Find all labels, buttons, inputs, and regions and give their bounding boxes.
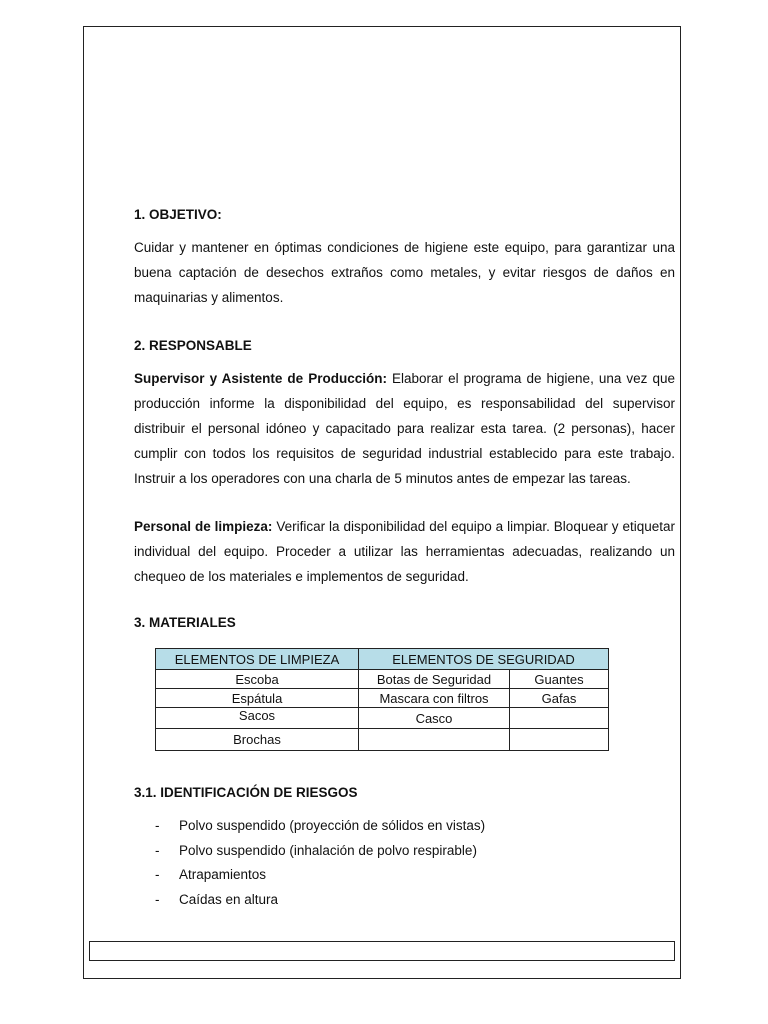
header-limpieza: ELEMENTOS DE LIMPIEZA (156, 649, 359, 670)
table-cell: Mascara con filtros (359, 689, 510, 708)
table-cell: Sacos (156, 708, 359, 729)
table-cell: Casco (359, 708, 510, 729)
bullet-dash: - (155, 867, 160, 882)
list-item-text: Caídas en altura (179, 891, 279, 907)
section-heading-objetivo: 1. OBJETIVO: (134, 207, 222, 222)
table-row (156, 689, 609, 708)
supervisor-paragraph (134, 366, 675, 491)
bullet-dash: - (155, 842, 160, 858)
supervisor-text: Elaborar el programa de higiene, una vez que producción informe la disponibilidad del equipo, es responsabilidad del supervisor distribuir el personal idóneo y capacitado para realizar esta tarea. (2 personas), hacer cumplir con todos los requisitos de seguridad industrial establecido para este trabajo. Instruir a los operadores con una charla de 5 minutos antes de empezar las tareas. (134, 371, 675, 486)
limpieza-paragraph (134, 514, 675, 589)
materials-table (155, 648, 609, 751)
table-cell: Guantes (510, 670, 609, 689)
limpieza-label: Personal de limpieza: (134, 519, 273, 534)
header-seguridad: ELEMENTOS DE SEGURIDAD (359, 649, 609, 670)
objetivo-paragraph: Cuidar y mantener en óptimas condiciones de higiene este equipo, para garantizar una buena captación de desechos extraños como metales, y evitar riesgos de daños en maquinarias y alimentos. (134, 240, 675, 305)
risk-list (155, 814, 485, 912)
table-cell: Escoba (156, 670, 359, 689)
table-cell (359, 729, 510, 751)
table-row (156, 729, 609, 751)
list-item-text: Polvo suspendido (proyección de sólidos en vistas) (179, 818, 486, 833)
table-row (156, 670, 609, 689)
table-header-row (156, 649, 609, 670)
supervisor-label: Supervisor y Asistente de Producción: (134, 371, 387, 386)
section-heading-materiales: 3. MATERIALES (134, 615, 236, 630)
list-item (155, 863, 485, 888)
table-row (156, 708, 609, 729)
list-item (155, 839, 485, 864)
limpieza-text: Verificar la disponibilidad del equipo a limpiar. Bloquear y etiquetar individual del equipo. Proceder a utilizar las herramientas adecuadas, realizando un chequeo de los materiales e implementos de seguridad. (134, 519, 675, 584)
table-cell: Botas de Seguridad (359, 670, 510, 689)
bullet-dash: - (155, 818, 160, 833)
list-item-text: Polvo suspendido (inhalación de polvo respirable) (179, 842, 477, 858)
section-heading-responsable: 2. RESPONSABLE (134, 338, 252, 353)
list-item (155, 814, 485, 839)
table-cell: Gafas (510, 689, 609, 708)
table-cell: Espátula (156, 689, 359, 708)
list-item-text: Atrapamientos (179, 867, 267, 882)
table-cell (510, 708, 609, 729)
bullet-dash: - (155, 891, 160, 907)
table-cell: Brochas (156, 729, 359, 751)
table-cell (510, 729, 609, 751)
footer-box (89, 941, 675, 961)
list-item (155, 888, 485, 913)
section-heading-riesgos: 3.1. IDENTIFICACIÓN DE RIESGOS (134, 785, 358, 800)
